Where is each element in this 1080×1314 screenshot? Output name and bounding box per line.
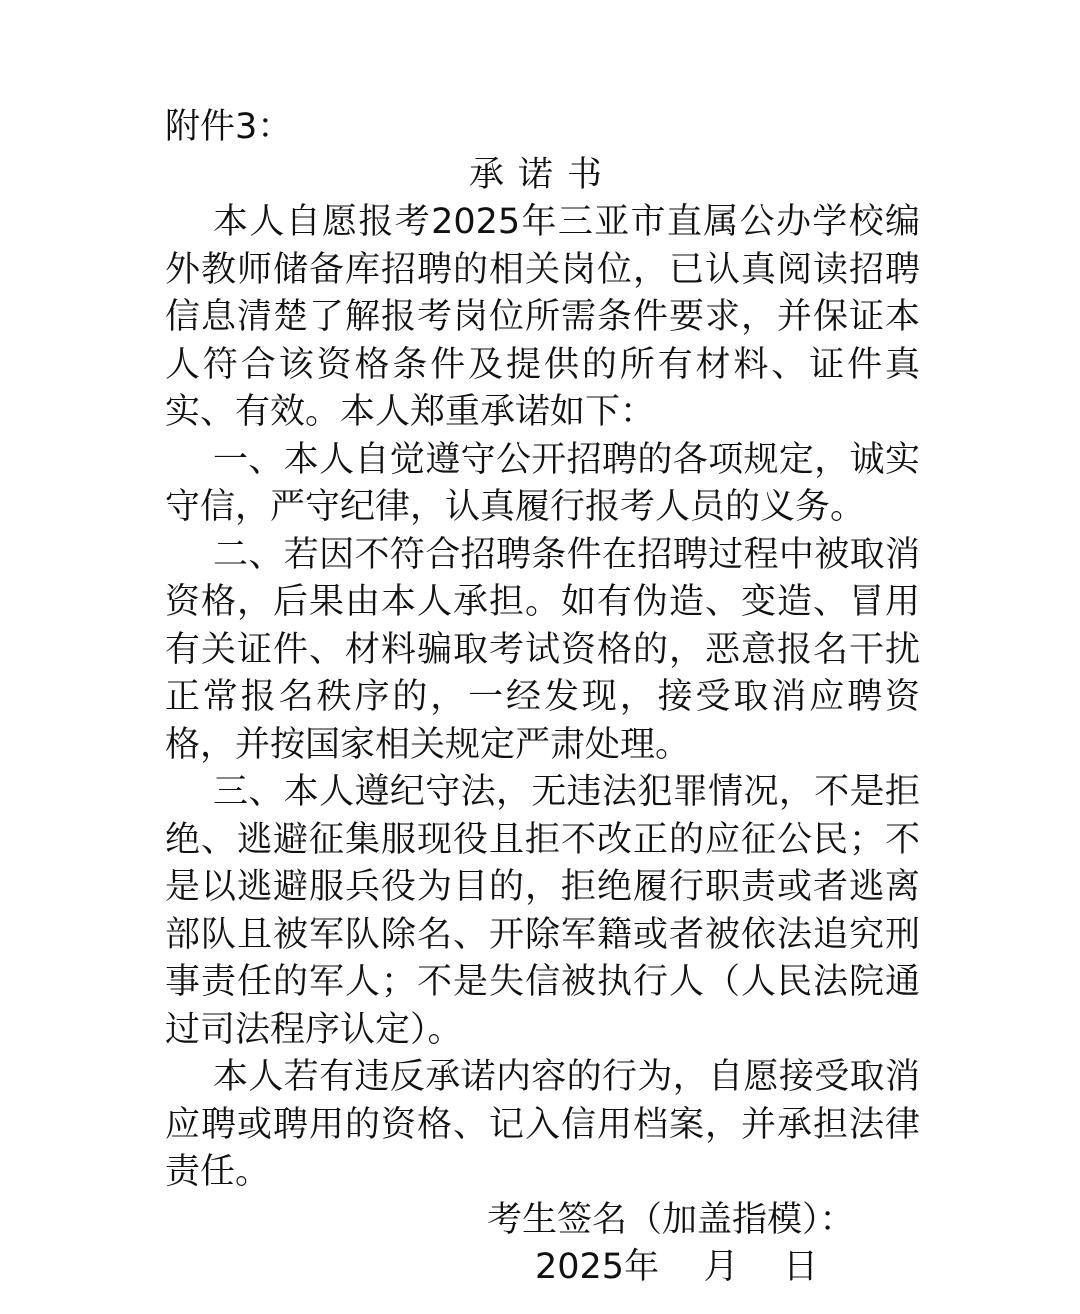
paragraph-intro: 本人自愿报考2025年三亚市直属公办学校编外教师储备库招聘的相关岗位，已认真阅读招聘信息清楚了解报考岗位所需条件要求，并保证本人符合该资格条件及提供的所有材料、证件真实、有效。本人郑重承诺如下： <box>165 202 920 432</box>
date-line: 2025年 月 日 <box>535 1247 819 1287</box>
signature-label: 考生签名（加盖指模）： <box>487 1199 855 1240</box>
paragraph-clause-1: 一、本人自觉遵守公开招聘的各项规定，诚实守信，严守纪律，认真履行报考人员的义务。 <box>165 439 920 527</box>
paragraph-clause-3: 三、本人遵纪守法，无违法犯罪情况，不是拒绝、逃避征集服现役且拒不改正的应征公民；不是以逃避服兵役为目的，拒绝履行职责或者逃离部队且被军队除名、开除军籍或者被依法追究刑事责任的军人；不是失信被执行人（人民法院通过司法程序认定）。 <box>165 772 920 1050</box>
paragraph-clause-2: 二、若因不符合招聘条件在招聘过程中被取消资格，后果由本人承担。如有伪造、变造、冒用有关证件、材料骗取考试资格的，恶意报名干扰正常报名秩序的，一经发现，接受取消应聘资格，并按国家相关规定严肃处理。 <box>165 534 920 765</box>
document-title: 承诺书 <box>468 154 616 195</box>
commitment-letter <box>165 104 920 1292</box>
attachment-label: 附件3： <box>165 107 293 147</box>
paragraph-closing: 本人若有违反承诺内容的行为，自愿接受取消应聘或聘用的资格、记入信用档案，并承担法律责任。 <box>165 1057 920 1192</box>
